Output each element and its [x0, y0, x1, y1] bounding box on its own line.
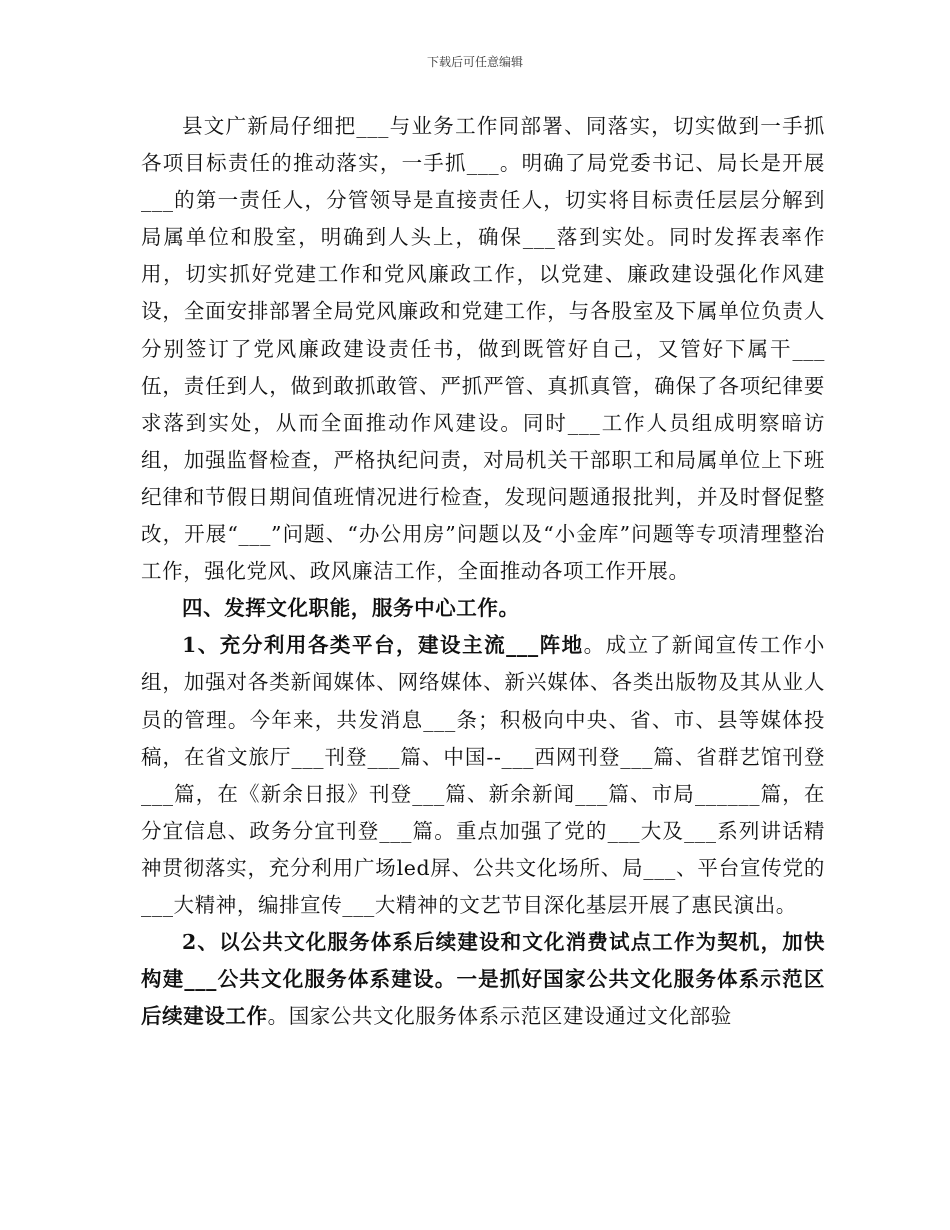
- section-heading-four: [141, 590, 825, 627]
- paragraph-public-culture: [141, 924, 825, 1035]
- paragraph-text: 。成立了新闻宣传工作小组，加强对各类新闻媒体、网络媒体、新兴媒体、各类出版物及其从业人员的管理。今年来，共发消息___条；积极向中央、省、市、县等媒体投稿，在省文旅厅___刊登___篇、中国--___西网刊登___篇、省群艺馆刊登___篇，在《新余日报》刊登___篇、新余新闻___篇、市局______篇，在分宜信息、政务分宜刊登___篇。重点加强了党的___大及___系列讲话精神贯彻落实，充分利用广场led屏、公共文化场所、局___、平台宣传党的___大精神，编排宣传___大精神的文艺节目深化基层开展了惠民演出。: [141, 633, 825, 917]
- paragraph-text: 县文广新局仔细把___与业务工作同部署、同落实，切实做到一手抓各项目标责任的推动落实，一手抓___。明确了局党委书记、局长是开展___的第一责任人，分管领导是直接责任人，切实将目标责任层层分解到局属单位和股室，明确到人头上，确保___落到实处。同时发挥表率作用，切实抓好党建工作和党风廉政工作，以党建、廉政建设强化作风建设，全面安排部署全局党风廉政和党建工作，与各股室及下属单位负责人分别签订了党风廉政建设责任书，做到既管好自己，又管好下属干___伍，责任到人，做到敢抓敢管、严抓严管、真抓真管，确保了各项纪律要求落到实处，从而全面推动作风建设。同时___工作人员组成明察暗访组，加强监督检查，严格执纪问责，对局机关干部职工和局属单位上下班纪律和节假日期间值班情况进行检查，发现问题通报批判，并及时督促整改，开展“___”问题、“办公用房”问题以及“小金库”问题等专项清理整治工作，强化党风、政风廉洁工作，全面推动各项工作开展。: [141, 114, 825, 584]
- paragraph-lead: 1、充分利用各类平台，建设主流___阵地: [182, 633, 584, 658]
- paragraph-media-platforms: [141, 627, 825, 924]
- document-body: [141, 108, 825, 1035]
- paragraph-text: 。国家公共文化服务体系示范区建设通过文化部验: [267, 1004, 732, 1029]
- heading-text: 四、发挥文化职能，服务中心工作。: [182, 596, 520, 621]
- paragraph-lead: 2、以公共文化服务体系后续建设和文化消费试点工作为契机，加快构建___公共文化服务体系建设。一是抓好国家公共文化服务体系示范区后续建设工作: [141, 930, 825, 1029]
- page-header: 下载后可任意编辑: [426, 55, 523, 69]
- paragraph-party-building: [141, 108, 825, 590]
